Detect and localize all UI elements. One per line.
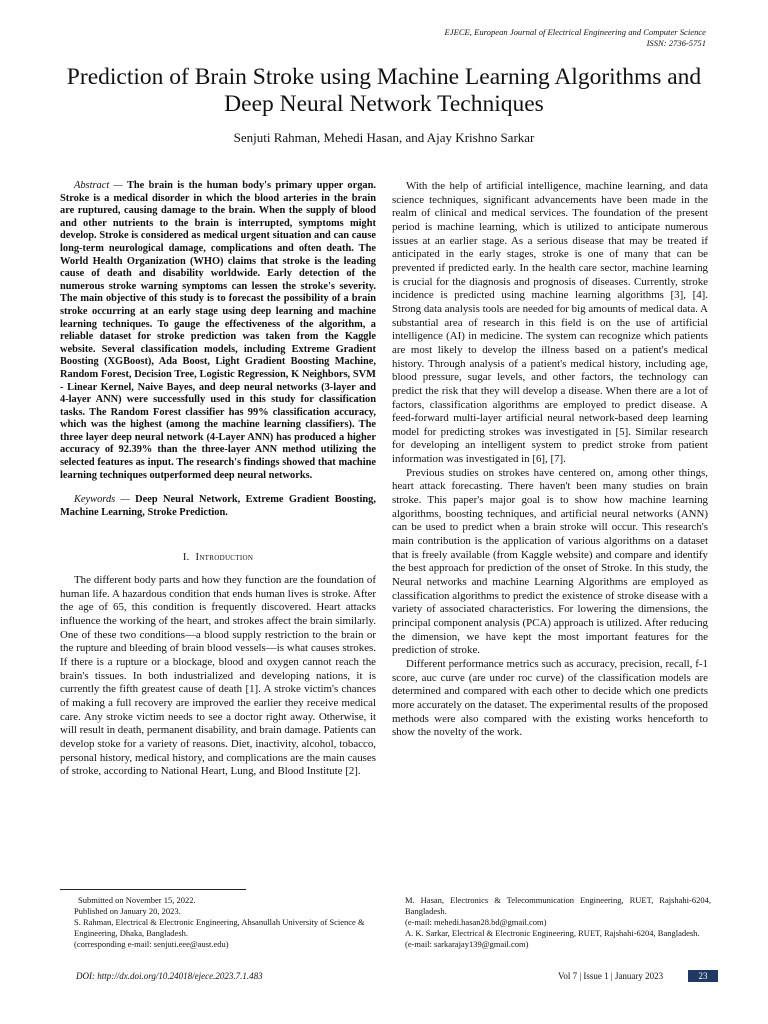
- section-heading-introduction: [60, 551, 376, 565]
- page-number: 23: [688, 970, 718, 982]
- footnote-line: M. Hasan, Electronics & Telecommunication Engineering, RUET, Rajshahi-6204, Bangladesh.: [405, 895, 711, 916]
- keywords: [60, 494, 376, 519]
- abstract: [60, 180, 376, 482]
- keywords-label: Keywords —: [74, 494, 130, 506]
- intro-paragraph: The different body parts and how they function are the foundation of human life. A hazardous condition that ends human lives is stroke. After the age of 65, this condition is frequently discovered. Heart attacks influence the working of the heart, and strokes affect the brain similarly. One of these two conditions—a blood supply restriction to the brain or the rupture and bleeding of brain blood vessels—is what causes strokes. If there is a rupture or a blockage, blood and oxygen cannot reach the brain's tissues. In both industrialized and developing nations, it is currently the fifth greatest cause of death [1]. A stroke victim's chances of making a full recovery are improved the earlier they receive medical care. Any stroke victim needs to see a doctor right away. Otherwise, it will result in death, permanent disability, and brain damage. Patients can develop stoke for a variety of reasons. Diet, inactivity, alcohol, tobacco, personal history, medical history, and complications are the main causes of stroke, according to National Heart, Lung, and Blood Institute [2].: [60, 574, 376, 778]
- paper-title: Prediction of Brain Stroke using Machine Learning Algorithms and Deep Neural Network Techniques: [66, 64, 702, 117]
- footnote-line: (corresponding e-mail: senjuti.eee@aust.edu): [74, 939, 229, 949]
- footnote-line: Published on January 20, 2023.: [74, 906, 181, 916]
- section-number: I.: [182, 552, 190, 564]
- footnote-divider: [60, 889, 246, 890]
- footnote-line: Submitted on November 15, 2022.: [78, 895, 196, 905]
- footnotes-left: [74, 895, 380, 950]
- section-title: Introduction: [195, 552, 254, 564]
- footnote-line: A. K. Sarkar, Electrical & Electronic Engineering, RUET, Rajshahi-6204, Bangladesh.: [405, 928, 700, 938]
- paper-authors: Senjuti Rahman, Mehedi Hasan, and Ajay Krishno Sarkar: [233, 130, 535, 145]
- keywords-text: Deep Neural Network, Extreme Gradient Boosting, Machine Learning, Stroke Prediction.: [60, 494, 376, 518]
- footnote-line: S. Rahman, Electrical & Electronic Engineering, Ahsanullah University of Science & Engineering, Dhaka, Bangladesh.: [74, 917, 365, 938]
- footnotes-right: [405, 895, 711, 950]
- footer-doi: DOI: http://dx.doi.org/10.24018/ejece.2023.7.1.483: [76, 971, 263, 981]
- journal-issn: ISSN: 2736-5751: [646, 38, 706, 48]
- footer-volume: Vol 7 | Issue 1 | January 2023: [558, 971, 664, 981]
- journal-name: EJECE, European Journal of Electrical Engineering and Computer Science: [444, 27, 706, 37]
- body-paragraph: With the help of artificial intelligence, machine learning, and data science techniques, significant advancements have been made in the realm of clinical and medical services. The foundation of the present period is machine learning, which is utilized to anticipate numerous issues at an earlier stage. As a serious disease that may be treated if anticipated in the early stages, stroke is one of many that can be prevented if predicted early. In the health care sector, machine learning is crucial for the diagnosis and prognosis of diseases. Currently, stroke incidence is predicted using machine learning algorithms [3], [4]. Strong data analysis tools are needed for big amounts of medical data. A substantial area of research in this field is on the use of artificial intelligence (AI) in medicine. The system can recognize which patients are most likely to develop the illness based on a patient's medical history. Through analysis of a patient's medical history, including age, blood pressure, sugar levels, and other factors, the technology can predict the risk that they will develop a disease. When there are a lot of factors, classification algorithms are employed to predict disease. A feed-forward multi-layer artificial neural network-based deep learning model for predicting strokes was investigated in [5]. Similar research for developing an intelligent system to predict stroke from patient information was investigated in [6], [7].: [392, 180, 708, 466]
- body-paragraph: Different performance metrics such as accuracy, precision, recall, f-1 score, auc curve (are under roc curve) of the classification models are determined and compared with each other to decide which one predicts more accurately on the dataset. The experimental results of the proposed methods were also compared with the existing works henceforth to show the novelty of the work.: [392, 657, 708, 739]
- body-paragraph: Previous studies on strokes have centered on, among other things, heart attack forecasting. There haven't been many studies on brain stroke. This paper's major goal is to show how machine learning algorithms, boosting techniques, and artificial neural networks (ANN) can be used to predict when a brain stroke will occur. This research's main contribution is the application of various algorithms on a dataset that is freely available (from Kaggle website) and compare and identify the best approach for prediction of the onset of Stroke. In this study, the Neural networks and machine Learning Algorithms are employed as classification algorithms to predict the existence of stroke disease with a variety of associated characteristics. For lowering the dimensions, the principal component analysis (PCA) approach is utilized. After reducing the dimension, we have kept the most important features for the prediction of stroke.: [392, 466, 708, 657]
- footnote-line: (e-mail: sarkarajay139@gmail.com): [405, 939, 529, 949]
- abstract-label: Abstract —: [74, 180, 123, 191]
- abstract-text: The brain is the human body's primary upper organ. Stroke is a medical disorder in which the blood arteries in the brain are ruptured, causing damage to the brain. When the supply of blood and other nutrients to the brain is interrupted, symptoms might develop. Stroke is considered as medical urgent situation and can cause long-term neurological damage, complications and often death. The World Health Organization (WHO) claims that stroke is the leading cause of death and disability worldwide. Early detection of the numerous stroke warning symptoms can lessen the stroke's severity. The main objective of this study is to forecast the possibility of a brain stroke occurring at an early stage using deep learning and machine learning techniques. To gauge the effectiveness of the algorithm, a reliable dataset for stroke prediction was taken from the Kaggle website. Several classification models, including Extreme Gradient Boosting (XGBoost), Ada Boost, Light Gradient Boosting Machine, Random Forest, Decision Tree, Logistic Regression, K Neighbors, SVM - Linear Kernel, Naive Bayes, and deep neural networks (3-layer and 4-layer ANN) were successfully used in this study for classification tasks. The Random Forest classifier has 99% classification accuracy, which was the highest (among the machine learning classifiers). The three layer deep neural network (4-Layer ANN) has produced a higher accuracy of 92.39% than the three-layer ANN method utilizing the selected features as input. The research's findings showed that machine learning techniques outperformed deep neural networks.: [60, 180, 376, 481]
- right-column: [392, 180, 708, 740]
- footnote-line: (e-mail: mehedi.hasan28.bd@gmail.com): [405, 917, 547, 927]
- journal-header: [445, 27, 707, 49]
- left-column: [60, 180, 376, 779]
